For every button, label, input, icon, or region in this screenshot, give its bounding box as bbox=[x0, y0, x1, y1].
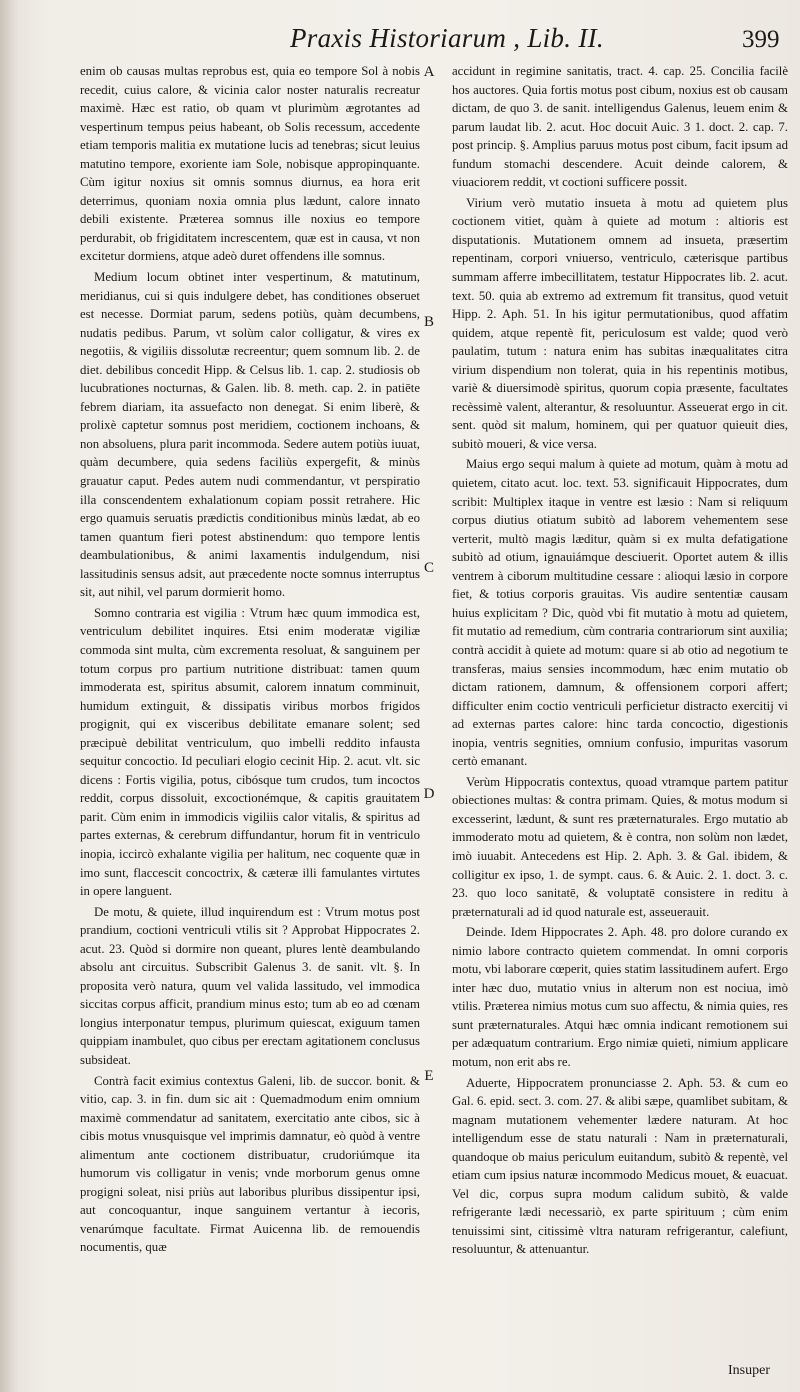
margin-letter-e: E bbox=[424, 1068, 434, 1084]
paragraph: Somno contraria est vigilia : Vtrum hæc quum immodica est, ventriculum debilitet inquires. Etsi enim moderatæ vigiliæ commoda sint multa, cùm excrementa resoluat, & sanguinem per totum corpus pro partium nutritione distribuat: tamen quum immoderata est, spiritus absumit, calorem innatum comminuit, humidum extinguit, & dissipatis viribus morbos frigidos progignit, qui ex visceribus debilitate emanare solent; sed præcipuè debilitat ventriculum, quo imbelli reddito infausta sequitur concoctio. Id peculiari elogio cecinit Hip. 2. acut. vlt. sic dicens : Fortis vigilia, potus, cibósque tum crudos, tum incoctos reddit, corpus dissoluit, excoctionémque, & capitis grauitatem parit. Cùm enim in immodicis vigiliis calor vitalis, & spiritus ad partes externas, & cerebrum diffundantur, horum fit in ventriculo inopia, iccircò exhalante vigilia per halitum, nec coquente quæ in imo sunt, flaccescit concoctrix, & cæteræ illi famulantes virtutes in opere languent. bbox=[80, 605, 420, 899]
paragraph: Contrà facit eximius contextus Galeni, lib. de succor. bonit. & vitio, cap. 3. in fin. dum sic ait : Quemadmodum enim omnium maximè commendatur ad sanitatem, exercitatio ante cibos, sic à cibis motus vnusquisque vel imprimis damnatur, eò quòd à ventre alimentum ante coctionem distribuatur, crudoriúmque ita humorum vis colligatur in venis; vnde morborum genus omne progigni soleat, nisi priùs aut laboribus pluribus dissipentur ipsi, aut concoquantur, inque sanguinem vertantur à iecoris, venarúmque facultate. Firmat Auicenna lib. de remouendis nocumentis, quæ bbox=[80, 1073, 420, 1255]
margin-letter-b: B bbox=[423, 314, 434, 330]
paragraph: Deinde. Idem Hippocrates 2. Aph. 48. pro dolore curando ex nimio labore contracto quietem commendat. In omni corporis motu, vbi laborare cœperit, quies statim lassitudinem aufert. Ergo inter hæc duo, mutatio vnius in alterum non est nociua, imò vtilis. Præterea nimius motus cum suo affectu, & nimia quies, res sunt præternaturales. Atqui hæc omnia indicant remotionem sui per adæquatum contrarium. Ergo nimiæ quieti, nimium applicare motum, non erit abs re. bbox=[452, 925, 788, 1069]
paragraph: Aduerte, Hippocratem pronunciasse 2. Aph. 53. & cum eo Gal. 6. epid. sect. 3. com. 27. & alibi sæpe, quamlibet subitam, & magnam mutationem vehementer lædere naturam. At hoc intelligendum esse de statu naturali : Nam in præternaturali, quandoque ob maius periculum euitandum, subitò & repentè, vel etiam cum ipsius naturæ incommodo Medicus mouet, & euacuat. Vel dic, corpus supra modum calidum subitò, & valde refrigerante lædi necessariò, ex parte spirituum ; cùm enim tenuissimi sint, citissimè vltra naturam refrigerantur, calefiunt, resoluuntur, & attenuantur. bbox=[452, 1075, 788, 1257]
paragraph: Virium verò mutatio insueta à motu ad quietem plus coctionem vitiet, quàm à quiete ad motum : altioris est disputationis. Mutationem omnem ad insueta, præsertim repentinam, corpori vniuerso, ventriculo, cæterisque partibus summam afferre imbecillitatem, testatur Hippocrates lib. 2. acut. text. 50. quia ab extremo ad extremum fit transitus, quod vetuit Hipp. 2. Aph. 51. In his igitur permutationibus, quod affatim quidem, atque repentè fit, periculosum est valde; quod verò paulatim, tutum : natura enim has subitas inæqualitates citra virium dispendium non tolerat, quia in his repentinis motibus, variè & diuersimodè spiritus, quorum copia præsente, facultates recèssimè valent, alterantur, & resoluuntur. Asseuerat ergo in cit. sent. quòd sit malum, hominem, qui per quatuor quieuit dies, subitò moueri, & vice versa. bbox=[452, 195, 788, 451]
paragraph: Medium locum obtinet inter vespertinum, & matutinum, meridianus, cui si quis indulgere debet, has conditiones obseruet est necesse. Dormiat parum, sedens potiùs, quàm decumbens, nudatis pedibus. Parum, vt solùm calor colligatur, & vires ex negotiis, & vigiliis dissolutæ recreentur; quem somnum lib. 2. de diet. debilibus concedit Hipp. & Celsus lib. 1. cap. 2. studiosis ob lucubrationes nocturnas, & Galen. lib. 8. meth. cap. 2. in patiēte febrem diariam, ita assuefacto non denegat. Si enim liberè, & prolixè captetur somnus post meridiem, coctionem inchoans, & non absoluens, plura parit incommoda. Sedere autem potiùs iuuat, quàm decumbere, quia sedens faciliùs expergefit, & minùs grauatur caput. Pedes autem nudi commendantur, vt perspiratio illa conscendentem exhalationum copiam possit retrahere. Hic ergo quamuis seruatis prædictis conditionibus minùs lædat, ab eo tamen quantum fieri potest abstinendum: quo tempore lentis deambulationibus, & animi laxamentis indulgendum, nisi lassitudinis sensus adsit, aut præcedente nocte somnus interruptus sit, aut nihil, vel parum dormierit homo. bbox=[80, 270, 420, 600]
margin-letter-d: D bbox=[423, 786, 435, 802]
right-column bbox=[452, 62, 788, 1352]
paragraph: De motu, & quiete, illud inquirendum est : Vtrum motus post prandium, coctioni ventriculi vtilis sit ? Approbat Hippocrates 2. acut. 23. Quòd si dormire non queant, plures lentè deambulando absolu ant circuitus. Subscribit Galenus 3. de sanit. vlt. §. In proposita verò natura, quum vel valida lassitudo, vel immodica siccitas corpus afficit, prandium minus esto; tum ab eo ad cœnam longius interponatur tempus, plurimum quiescat, exiguum tamen quippiam inambulet, quo cibus per erectam agitationem conclusus subsideat. bbox=[80, 904, 420, 1067]
paragraph: enim ob causas multas reprobus est, quia eo tempore Sol à nobis recedit, cuius calore, & vicinia calor noster naturalis recreatur maximè. Hæc est ratio, ob quam vt plurimùm ægrotantes ad vespertinum tempus peius habeant, ob Solis recessum, accedente etiam temporis malitia ex mutatione lucis ad tenebras; sicut leuius matutino tempore, exoriente iam Sole, nobisque appropinquante. Cùm igitur noxius sit omnis somnus diurnus, ea hora erit deterrimus, quoniam noxia omnia plus lædunt, calore innato debili existente. Præterea somnus ille noxius eo tempore perdurabit, ob frigiditatem increscentem, quæ est in causa, vt non excitetur dormiens, atque adeò duret offendens ille somnus. bbox=[80, 64, 420, 264]
page-number: 399 bbox=[742, 26, 780, 53]
paragraph: accidunt in regimine sanitatis, tract. 4. cap. 25. Concilia facilè hos auctores. Quia fortis motus post cibum, noxius est ob causam dictam, de quo 3. de sanit. intelligendus Galenus, leuem enim & parum laudat lib. 2. acut. Hoc docuit Auic. 3 1. doct. 2. cap. 7. post princip. §. Amplius paruus motus post cibum, facit ipsum ad fundum stomachi descendere. Acuit deinde calorem, & viuaciorem reddit, vt coctioni sufficere possit. bbox=[452, 64, 788, 190]
paragraph: Verùm Hippocratis contextus, quoad vtramque partem patitur obiectiones multas: & contra primam. Quies, & motus modum si excesserint, lædunt, & sunt res præternaturales. Ergo mutatio ab immoderato motu ad quietem, & è contra, non solùm non lædet, imò iuuabit. Antecedens est Hip. 2. Aph. 3. & Gal. ibidem, & colligitur ex ipso, 1. de sympt. caus. 6. & Auic. 2. 1. doct. 3. c. 23. quo loco sanitatē, & voluptatē consistere in reditu à præternaturali ad id quod naturale est, asseuerauit. bbox=[452, 774, 788, 919]
left-column bbox=[80, 62, 420, 1352]
running-head: Praxis Historiarum , Lib. II. bbox=[290, 23, 604, 53]
margin-letter-c: C bbox=[423, 560, 434, 576]
gutter-shadow bbox=[0, 0, 18, 1392]
margin-letter-a: A bbox=[423, 64, 435, 80]
paragraph: Maius ergo sequi malum à quiete ad motum, quàm à motu ad quietem, citato acut. loc. text. 53. significauit Hippocrates, dum scribit: Multiplex itaque in ventre est læsio : Nam si reliquum corpus diutius otiatum subitò ad laborem vehementem sese verterit, multò magis læditur, quàm si ex multa defatigatione subitò ad otium, ignauiámque desciuerit. Oportet autem & illis ventrem à ciborum multitudine cessare : alioqui læsio in corpore fiet, & totius corporis grauitas. Vis audire sententiæ causam huius explicitam ? Dic, quòd vbi fit mutatio à motu ad quietem, fit mutatio ad remedium, cùm contraria contrariorum sint auxilia; contrà accidit à quiete ad motum: quare si ab otio ad negotium te transferas, maius sensies incommodum, hæc enim mutatio ob dictam rationem, damnum, & offensionem corpori affert; difficulter enim coctio ventriculi perficietur distracto exercitij vi ad externas partes calore: hinc tarda concoctio, digestionis inopia, ventris segnities, omnium confusio, impuritas vasorum certò emanant. bbox=[452, 457, 788, 769]
catchword: Insuper bbox=[728, 1363, 770, 1378]
